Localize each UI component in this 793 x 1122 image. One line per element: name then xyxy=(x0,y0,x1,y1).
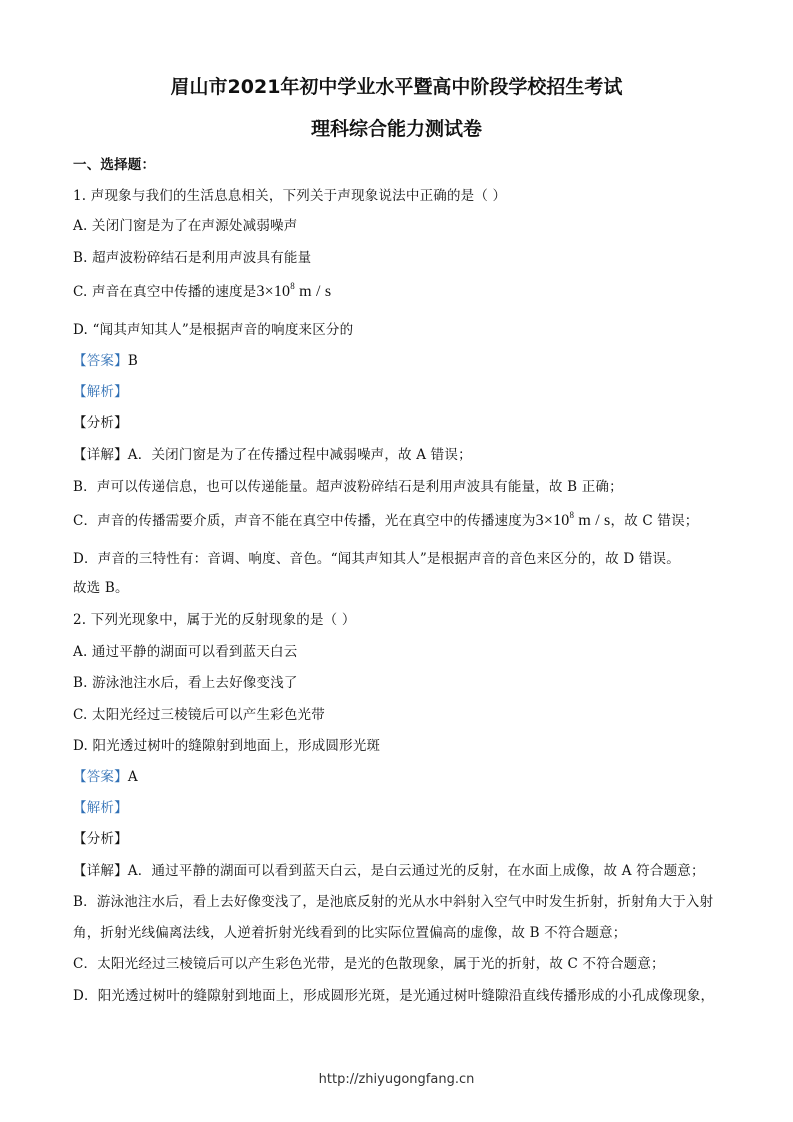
q1-fenxi: 【分析】 xyxy=(73,415,128,431)
answer-tag: 【答案】 xyxy=(73,769,128,785)
q2-answer xyxy=(73,765,138,785)
q1-stem: 1. 声现象与我们的生活息息相关，下列关于声现象说法中正确的是（ ） xyxy=(73,188,507,204)
q2-option-b: B. 游泳池注水后，看上去好像变浅了 xyxy=(73,675,298,691)
q2-option-c: C. 太阳光经过三棱镜后可以产生彩色光带 xyxy=(73,707,325,723)
q2-stem: 2. 下列光现象中，属于光的反射现象的是（ ） xyxy=(73,612,356,628)
q1-detail-c-formula: $3\times 10^8$ m / s xyxy=(535,510,611,529)
q2-detail-a: 【详解】A．通过平静的湖面可以看到蓝天白云，是白云通过光的反射，在水面上成像，故 A 符合题意； xyxy=(73,863,705,879)
footer-url[interactable]: http://zhiyugongfang.cn xyxy=(318,1072,475,1087)
q1-option-a: A. 关闭门窗是为了在声源处减弱噪声 xyxy=(73,218,298,234)
q1-conclusion: 故选 B。 xyxy=(73,580,129,596)
page-title: 眉山市2021年初中学业水平暨高中阶段学校招生考试 xyxy=(170,76,623,98)
q2-detail-b: B．游泳池注水后，看上去好像变浅了，是池底反射的光从水中斜射入空气中时发生折射，折射角大于入射 xyxy=(73,894,714,910)
q1-detail-c-end: ，故 C 错误； xyxy=(610,513,699,529)
answer-tag: 【答案】 xyxy=(73,353,128,369)
q1-option-c xyxy=(73,280,331,301)
q2-detail-b-cont: 角，折射光线偏离法线，人逆着折射光线看到的比实际位置偏高的虚像，故 B 不符合题意； xyxy=(73,925,627,941)
q1-detail-c-text: C．声音的传播需要介质，声音不能在真空中传播，光在真空中的传播速度为 xyxy=(73,513,536,529)
section-heading: 一、选择题： xyxy=(73,157,156,173)
q1-option-b: B. 超声波粉碎结石是利用声波具有能量 xyxy=(73,250,312,266)
page-subtitle: 理科综合能力测试卷 xyxy=(310,118,482,140)
q1-option-d: D. “闻其声知其人”是根据声音的响度来区分的 xyxy=(73,322,354,338)
q1-detail-b: B．声可以传递信息，也可以传递能量。超声波粉碎结石是利用声波具有能量，故 B 正确； xyxy=(73,479,623,495)
q1-analysis-tag: 【解析】 xyxy=(73,384,128,400)
answer-value: A xyxy=(127,769,138,785)
q1-option-c-formula: $3\times 10^8$ m / s xyxy=(256,281,332,300)
q1-detail-d: D．声音的三特性有：音调、响度、音色。“闻其声知其人”是根据声音的音色来区分的，故 D 错误。 xyxy=(73,551,680,567)
q2-detail-d: D．阳光透过树叶的缝隙射到地面上，形成圆形光斑，是光通过树叶缝隙沿直线传播形成的小孔成像现象， xyxy=(73,988,715,1004)
q2-option-a: A. 通过平静的湖面可以看到蓝天白云 xyxy=(73,644,298,660)
q2-option-d: D. 阳光透过树叶的缝隙射到地面上，形成圆形光斑 xyxy=(73,738,381,754)
answer-value: B xyxy=(127,353,138,369)
q1-detail-a: 【详解】A．关闭门窗是为了在传播过程中减弱噪声，故 A 错误； xyxy=(73,447,472,463)
q2-analysis-tag: 【解析】 xyxy=(73,800,128,816)
q2-fenxi: 【分析】 xyxy=(73,831,128,847)
q1-detail-c xyxy=(73,509,699,530)
q2-detail-c: C．太阳光经过三棱镜后可以产生彩色光带，是光的色散现象，属于光的折射，故 C 不符合题意； xyxy=(73,956,665,972)
q1-answer xyxy=(73,349,138,369)
q1-option-c-text: C. 声音在真空中传播的速度是 xyxy=(73,284,257,300)
